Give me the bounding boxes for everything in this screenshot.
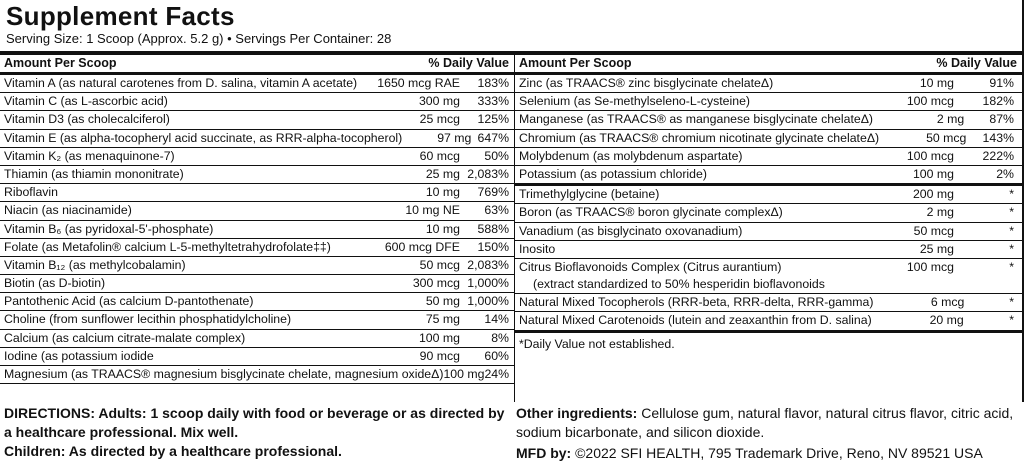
nutrient-amount: 10 mg NE bbox=[405, 203, 460, 218]
daily-value: * bbox=[1009, 313, 1014, 328]
nutrient-name: Calcium (as calcium citrate-malate complex) bbox=[4, 330, 246, 345]
nutrient-amount: 100 mcg bbox=[906, 148, 954, 163]
manufacturer bbox=[516, 444, 983, 463]
mfd-label: MFD by: bbox=[516, 445, 572, 461]
daily-value: 588% bbox=[477, 221, 509, 236]
nutrient-amount: 20 mg bbox=[929, 313, 964, 328]
nutrient-name: Vitamin D3 (as cholecalciferol) bbox=[4, 112, 170, 127]
daily-value: 647% bbox=[477, 130, 509, 145]
nutrient-amount: 2 mg bbox=[926, 205, 954, 220]
nutrient-name: Selenium (as Se-methylseleno-L-cysteine) bbox=[519, 94, 751, 109]
table-row bbox=[515, 111, 1022, 129]
daily-value: 8% bbox=[491, 330, 509, 345]
daily-value: 63% bbox=[484, 203, 509, 218]
nutrient-name: Potassium (as potassium chloride) bbox=[519, 166, 707, 181]
table-row bbox=[515, 223, 1022, 241]
section-divider bbox=[515, 330, 1022, 333]
directions: DIRECTIONS: Adults: 1 scoop daily with food or beverage or as directed by a healthcare professional. Mix well. bbox=[4, 405, 505, 440]
daily-value: 150% bbox=[477, 239, 509, 254]
daily-value: 50% bbox=[484, 148, 509, 163]
daily-value: 182% bbox=[982, 94, 1014, 109]
nutrient-name: Trimethylglycine (betaine) bbox=[519, 187, 660, 202]
nutrient-name: Inosito bbox=[519, 241, 556, 256]
daily-value: 87% bbox=[989, 112, 1014, 127]
bottom-section bbox=[0, 402, 1024, 464]
daily-value: 2% bbox=[996, 166, 1014, 181]
table-row bbox=[0, 293, 514, 311]
table-row bbox=[0, 348, 514, 366]
nutrient-name: Iodine (as potassium iodide bbox=[4, 348, 154, 363]
nutrient-name: Thiamin (as thiamin mononitrate) bbox=[4, 166, 184, 181]
nutrient-amount: 10 mg bbox=[919, 76, 954, 90]
table-row bbox=[0, 75, 514, 93]
nutrient-name: Choline (from sunflower lecithin phosphatidylcholine) bbox=[4, 312, 292, 327]
nutrient-name: Vitamin E (as alpha-tocopheryl acid succinate, as RRR-alpha-tocopherol) bbox=[4, 130, 403, 145]
nutrient-amount: 25 mcg bbox=[419, 112, 460, 127]
daily-value: 60% bbox=[484, 348, 509, 363]
table-row bbox=[515, 294, 1022, 312]
table-row bbox=[515, 186, 1022, 204]
table-row bbox=[515, 93, 1022, 111]
nutrient-amount: 25 mg bbox=[425, 166, 460, 181]
daily-value: 222% bbox=[982, 148, 1014, 163]
nutrient-amount: 600 mcg DFE bbox=[384, 239, 460, 254]
daily-value: 1,000% bbox=[467, 294, 509, 309]
table-row bbox=[515, 259, 1022, 276]
nutrient-amount: 97 mg bbox=[437, 130, 472, 145]
daily-value: 769% bbox=[477, 185, 509, 200]
right-column bbox=[515, 55, 1022, 402]
daily-value: * bbox=[1009, 205, 1014, 220]
daily-value: * bbox=[1009, 187, 1014, 202]
table-row bbox=[0, 184, 514, 202]
nutrient-amount: 10 mg bbox=[425, 221, 460, 236]
nutrient-name: Vitamin B₁₂ (as methylcobalamin) bbox=[4, 257, 186, 272]
dv-header: % Daily Value bbox=[428, 56, 509, 70]
nutrient-amount: 100 mcg bbox=[906, 259, 954, 274]
table-row bbox=[0, 166, 514, 184]
nutrient-name: Vitamin C (as L-ascorbic acid) bbox=[4, 94, 168, 109]
nutrient-amount: 50 mg bbox=[425, 294, 460, 309]
amount-header: Amount Per Scoop bbox=[4, 56, 117, 70]
daily-value: 91% bbox=[989, 76, 1014, 90]
daily-value: 2,083% bbox=[467, 166, 509, 181]
other-ingredients bbox=[516, 404, 1021, 442]
daily-value: 14% bbox=[484, 312, 509, 327]
daily-value: 183% bbox=[477, 76, 509, 90]
nutrient-amount: 75 mg bbox=[425, 312, 460, 327]
nutrient-amount: 100 mg bbox=[443, 367, 485, 381]
daily-value: 2,083% bbox=[467, 257, 509, 272]
other-text: Cellulose gum, natural flavor, natural citrus flavor, citric acid, sodium bicarbonate, and silicon dioxide. bbox=[516, 405, 1014, 440]
table-row bbox=[0, 130, 514, 148]
nutrient-amount: 90 mcg bbox=[419, 348, 460, 363]
daily-value: * bbox=[1009, 241, 1014, 256]
table-row bbox=[515, 204, 1022, 222]
nutrient-name: Zinc (as TRAACS® zinc bisglycinate chelateΔ) bbox=[519, 76, 774, 90]
nutrient-amount: 100 mg bbox=[418, 330, 460, 345]
table-row bbox=[0, 311, 514, 329]
mfd-text: ©2022 SFI HEALTH, 795 Trademark Drive, Reno, NV 89521 USA bbox=[571, 445, 983, 461]
nutrient-name: Folate (as Metafolin® calcium L-5-methyltetrahydrofolate‡‡) bbox=[4, 239, 331, 254]
nutrient-name: Manganese (as TRAACS® as manganese bisglycinate chelateΔ) bbox=[519, 112, 874, 127]
table-row bbox=[515, 276, 1022, 294]
nutrient-name: Riboflavin bbox=[4, 185, 58, 200]
table-row bbox=[0, 202, 514, 220]
amount-header: Amount Per Scoop bbox=[519, 56, 632, 70]
nutrient-name: Vanadium (as bisglycinato oxovanadium) bbox=[519, 223, 743, 238]
daily-value: 24% bbox=[484, 367, 510, 381]
nutrient-amount: 25 mg bbox=[919, 241, 954, 256]
table-row bbox=[0, 257, 514, 275]
nutrient-amount: 50 mcg bbox=[419, 257, 460, 272]
table-row bbox=[0, 148, 514, 166]
daily-value: 143% bbox=[982, 130, 1014, 145]
panel-title: Supplement Facts bbox=[6, 1, 235, 31]
nutrient-amount: 60 mcg bbox=[419, 148, 460, 163]
children-directions: Children: As directed by a healthcare professional. bbox=[4, 443, 342, 459]
daily-value: 125% bbox=[477, 112, 509, 127]
nutrient-name: Chromium (as TRAACS® chromium nicotinate glycinate chelateΔ) bbox=[519, 130, 880, 145]
nutrient-name: Natural Mixed Carotenoids (lutein and zeaxanthin from D. salina) bbox=[519, 313, 872, 328]
serving-info: Serving Size: 1 Scoop (Approx. 5.2 g) • Servings Per Container: 28 bbox=[6, 31, 392, 46]
nutrient-name: Vitamin K₂ (as menaquinone-7) bbox=[4, 148, 175, 163]
nutrient-amount bbox=[844, 276, 954, 293]
nutrient-amount: 100 mcg bbox=[906, 94, 954, 109]
nutrient-name: Niacin (as niacinamide) bbox=[4, 203, 132, 218]
nutrient-amount: 50 mcg bbox=[913, 223, 954, 238]
nutrient-amount: 1650 mcg RAE bbox=[377, 76, 460, 90]
other-label: Other ingredients: bbox=[516, 405, 638, 421]
nutrient-name: Boron (as TRAACS® boron glycinate complexΔ) bbox=[519, 205, 783, 220]
table-row bbox=[515, 75, 1022, 93]
right-header bbox=[515, 55, 1022, 75]
nutrient-name: Molybdenum (as molybdenum aspartate) bbox=[519, 148, 743, 163]
nutrient-name: Magnesium (as TRAACS® magnesium bisglycinate chelate, magnesium oxideΔ) bbox=[4, 367, 444, 381]
nutrient-name: Biotin (as D-biotin) bbox=[4, 276, 106, 291]
table-row bbox=[0, 93, 514, 111]
left-rows bbox=[0, 75, 514, 384]
table-row bbox=[0, 239, 514, 257]
dv-header: % Daily Value bbox=[936, 56, 1017, 70]
left-header bbox=[0, 55, 514, 75]
table-row bbox=[515, 312, 1022, 329]
nutrient-name: Pantothenic Acid (as calcium D-pantothenate) bbox=[4, 294, 254, 309]
daily-value: * bbox=[1009, 223, 1014, 238]
table-row bbox=[0, 366, 514, 384]
table-row bbox=[0, 275, 514, 293]
nutrient-name: Vitamin B₆ (as pyridoxal-5'-phosphate) bbox=[4, 221, 214, 236]
table-row bbox=[515, 241, 1022, 259]
table-row bbox=[0, 111, 514, 129]
footnote: *Daily Value not established. bbox=[519, 336, 675, 351]
table-row bbox=[515, 148, 1022, 166]
table-row bbox=[0, 330, 514, 348]
nutrient-amount: 6 mcg bbox=[930, 295, 965, 310]
right-rows-minerals bbox=[515, 75, 1022, 183]
nutrient-amount: 300 mcg bbox=[412, 276, 460, 291]
nutrient-amount: 2 mg bbox=[936, 112, 965, 127]
daily-value: 1,000% bbox=[467, 276, 509, 291]
daily-value: 333% bbox=[477, 94, 509, 109]
nutrient-amount: 10 mg bbox=[425, 185, 460, 200]
nutrient-name: Vitamin A (as natural carotenes from D. salina, vitamin A acetate) bbox=[4, 76, 358, 90]
nutrient-amount: 300 mg bbox=[418, 94, 460, 109]
nutrient-name: Citrus Bioflavonoids Complex (Citrus aurantium) bbox=[519, 259, 782, 274]
left-column bbox=[0, 55, 515, 402]
nutrient-name: (extract standardized to 50% hesperidin bioflavonoids bbox=[533, 277, 825, 292]
nutrient-amount: 50 mcg bbox=[926, 130, 967, 145]
right-rows-other bbox=[515, 186, 1022, 330]
table-row bbox=[0, 221, 514, 239]
nutrient-amount: 200 mg bbox=[912, 187, 954, 202]
daily-value: * bbox=[1009, 295, 1014, 310]
nutrient-amount: 100 mg bbox=[912, 166, 954, 181]
nutrient-name: Natural Mixed Tocopherols (RRR-beta, RRR-delta, RRR-gamma) bbox=[519, 295, 874, 310]
table-row bbox=[515, 166, 1022, 183]
daily-value bbox=[954, 276, 1022, 293]
table-row bbox=[515, 130, 1022, 148]
daily-value: * bbox=[1009, 259, 1014, 274]
